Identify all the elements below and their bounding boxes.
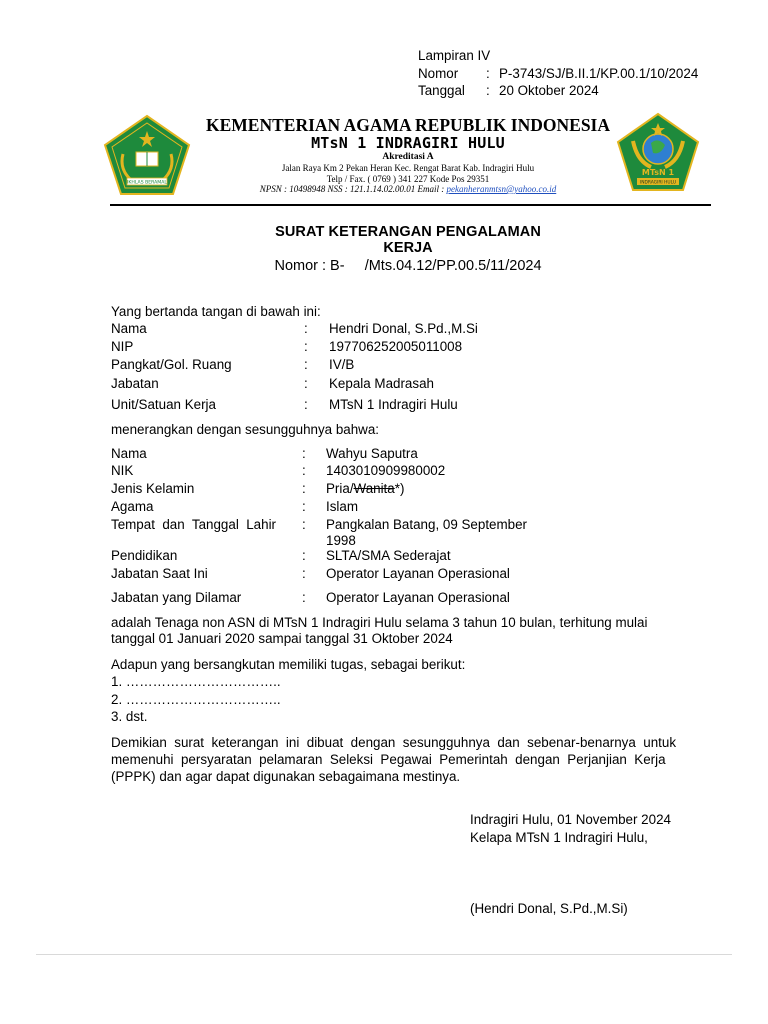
signer-unit-label: Unit/Satuan Kerja — [111, 397, 216, 412]
signer-nip-value: 197706252005011008 — [329, 339, 463, 354]
school-logo — [615, 111, 701, 193]
attachment-number-label: Nomor — [418, 66, 459, 81]
doc-number: Nomor : B- /Mts.04.12/PP.00.5/11/2024 — [274, 258, 542, 274]
colon: : — [304, 321, 308, 336]
doc-title-line1: SURAT KETERANGAN PENGALAMAN — [275, 224, 541, 240]
ministry-logo-motto: IKHLAS BERAMAL — [127, 180, 167, 186]
subject-row-education — [111, 548, 551, 566]
colon: : — [302, 517, 306, 532]
attachment-title: Lampiran IV — [418, 48, 491, 63]
signer-unit-value: MTsN 1 Indragiri Hulu — [329, 397, 458, 412]
identifiers-text: NPSN : 10498948 NSS : 121.1.14.02.00.01 Email : — [259, 184, 447, 194]
subject-row-birth — [111, 517, 551, 551]
ministry-name: KEMENTERIAN AGAMA REPUBLIK INDONESIA — [205, 115, 610, 135]
closing-line2: memenuhi persyaratan pelamaran Seleksi Pegawai Pemerintah dengan Perjanjian Kerja — [111, 752, 666, 767]
signer-intro: Yang bertanda tangan di bawah ini: — [111, 304, 321, 319]
subject-row-nik — [111, 463, 551, 481]
subject-applied-position-label: Jabatan yang Dilamar — [111, 590, 242, 605]
identifiers — [196, 184, 620, 194]
employment-statement-line2: tanggal 01 Januari 2020 sampai tanggal 31 Oktober 2024 — [111, 631, 453, 646]
employment-statement-line1: adalah Tenaga non ASN di MTsN 1 Indragiri Hulu selama 3 tahun 10 bulan, terhitung mulai — [111, 615, 648, 630]
duty-item: 1. …………………………….. — [111, 674, 281, 689]
signer-row-unit — [111, 397, 551, 415]
subject-current-position-value: Operator Layanan Operasional — [326, 566, 510, 581]
email-link[interactable]: pekanheranmtsn@yahoo.co.id — [446, 184, 557, 194]
phone: Telp / Fax. ( 0769 ) 341 227 Kode Pos 29351 — [326, 174, 490, 184]
subject-row-applied-position — [111, 590, 551, 608]
ministry-logo — [103, 114, 191, 196]
colon: : — [302, 566, 306, 581]
page-bottom-divider — [36, 954, 732, 955]
school-name: MTsN 1 INDRAGIRI HULU — [311, 134, 505, 152]
colon: : — [304, 376, 308, 391]
subject-birth-line2: 1998 — [326, 533, 356, 548]
subject-applied-position-value: Operator Layanan Operasional — [326, 590, 510, 605]
attachment-date-colon: : — [486, 83, 490, 98]
duty-item: 2. …………………………….. — [111, 692, 281, 707]
subject-row-current-position — [111, 566, 551, 584]
subject-education-value: SLTA/SMA Sederajat — [326, 548, 451, 563]
attachment-date-label: Tanggal — [418, 83, 465, 98]
attachment-number-value: P-3743/SJ/B.II.1/KP.00.1/10/2024 — [499, 66, 699, 81]
ministry-logo-icon — [103, 114, 191, 196]
school-logo-text: MTsN 1 — [641, 168, 675, 177]
subject-religion-value: Islam — [326, 499, 358, 514]
signer-row-position — [111, 376, 551, 394]
signature-place-date: Indragiri Hulu, 01 November 2024 — [470, 812, 671, 827]
duties-intro: Adapun yang bersangkutan memiliki tugas, sebagai berikut: — [111, 657, 466, 672]
closing-line1: Demikian surat keterangan ini dibuat dengan sesungguhnya dan sebenar-benarnya untuk — [111, 735, 677, 750]
subject-birth-label: Tempat dan Tanggal Lahir — [111, 517, 277, 532]
gender-note: *) — [394, 481, 405, 496]
colon: : — [304, 357, 308, 372]
subject-gender-value — [326, 481, 404, 496]
signer-row-nip — [111, 339, 551, 357]
letterhead-divider — [110, 204, 711, 206]
attachment-date-value: 20 Oktober 2024 — [499, 83, 599, 98]
gender-wanita: Wanita — [353, 481, 395, 496]
colon: : — [302, 463, 306, 478]
subject-row-religion — [111, 499, 551, 517]
subject-nik-value: 1403010909980002 — [326, 463, 446, 478]
duty-item: 3. dst. — [111, 709, 148, 724]
colon: : — [302, 446, 306, 461]
colon: : — [304, 397, 308, 412]
signature-position: Kelapa MTsN 1 Indragiri Hulu, — [470, 830, 648, 845]
subject-education-label: Pendidikan — [111, 548, 178, 563]
colon: : — [302, 499, 306, 514]
school-logo-icon — [615, 111, 701, 193]
subject-row-name — [111, 446, 551, 464]
signer-rank-label: Pangkat/Gol. Ruang — [111, 357, 232, 372]
colon: : — [302, 590, 306, 605]
subject-name-label: Nama — [111, 446, 147, 461]
subject-current-position-label: Jabatan Saat Ini — [111, 566, 208, 581]
subject-nik-label: NIK — [111, 463, 134, 478]
signer-row-name — [111, 321, 551, 339]
subject-row-gender — [111, 481, 551, 499]
subject-birth-line1: Pangkalan Batang, 09 September — [326, 517, 528, 532]
colon: : — [302, 481, 306, 496]
signer-position-value: Kepala Madrasah — [329, 376, 434, 391]
subject-religion-label: Agama — [111, 499, 154, 514]
accreditation: Akreditasi A — [382, 152, 434, 162]
signer-name-label: Nama — [111, 321, 147, 336]
signature-name: (Hendri Donal, S.Pd.,M.Si) — [470, 901, 628, 916]
signer-row-rank — [111, 357, 551, 375]
address: Jalan Raya Km 2 Pekan Heran Kec. Rengat Barat Kab. Indragiri Hulu — [281, 163, 535, 173]
attachment-number-colon: : — [486, 66, 490, 81]
subject-name-value: Wahyu Saputra — [326, 446, 418, 461]
doc-title-line2: KERJA — [383, 240, 433, 256]
subject-intro: menerangkan dengan sesungguhnya bahwa: — [111, 422, 380, 437]
signer-nip-label: NIP — [111, 339, 134, 354]
closing-line3: (PPPK) dan agar dapat digunakan sebagaimana mestinya. — [111, 769, 461, 784]
gender-pria: Pria/ — [326, 481, 354, 496]
colon: : — [304, 339, 308, 354]
colon: : — [302, 548, 306, 563]
school-logo-sub: INDRAGIRI HULU — [639, 180, 677, 186]
signer-position-label: Jabatan — [111, 376, 159, 391]
signer-rank-value: IV/B — [329, 357, 355, 372]
signer-name-value: Hendri Donal, S.Pd.,M.Si — [329, 321, 478, 336]
subject-gender-label: Jenis Kelamin — [111, 481, 195, 496]
